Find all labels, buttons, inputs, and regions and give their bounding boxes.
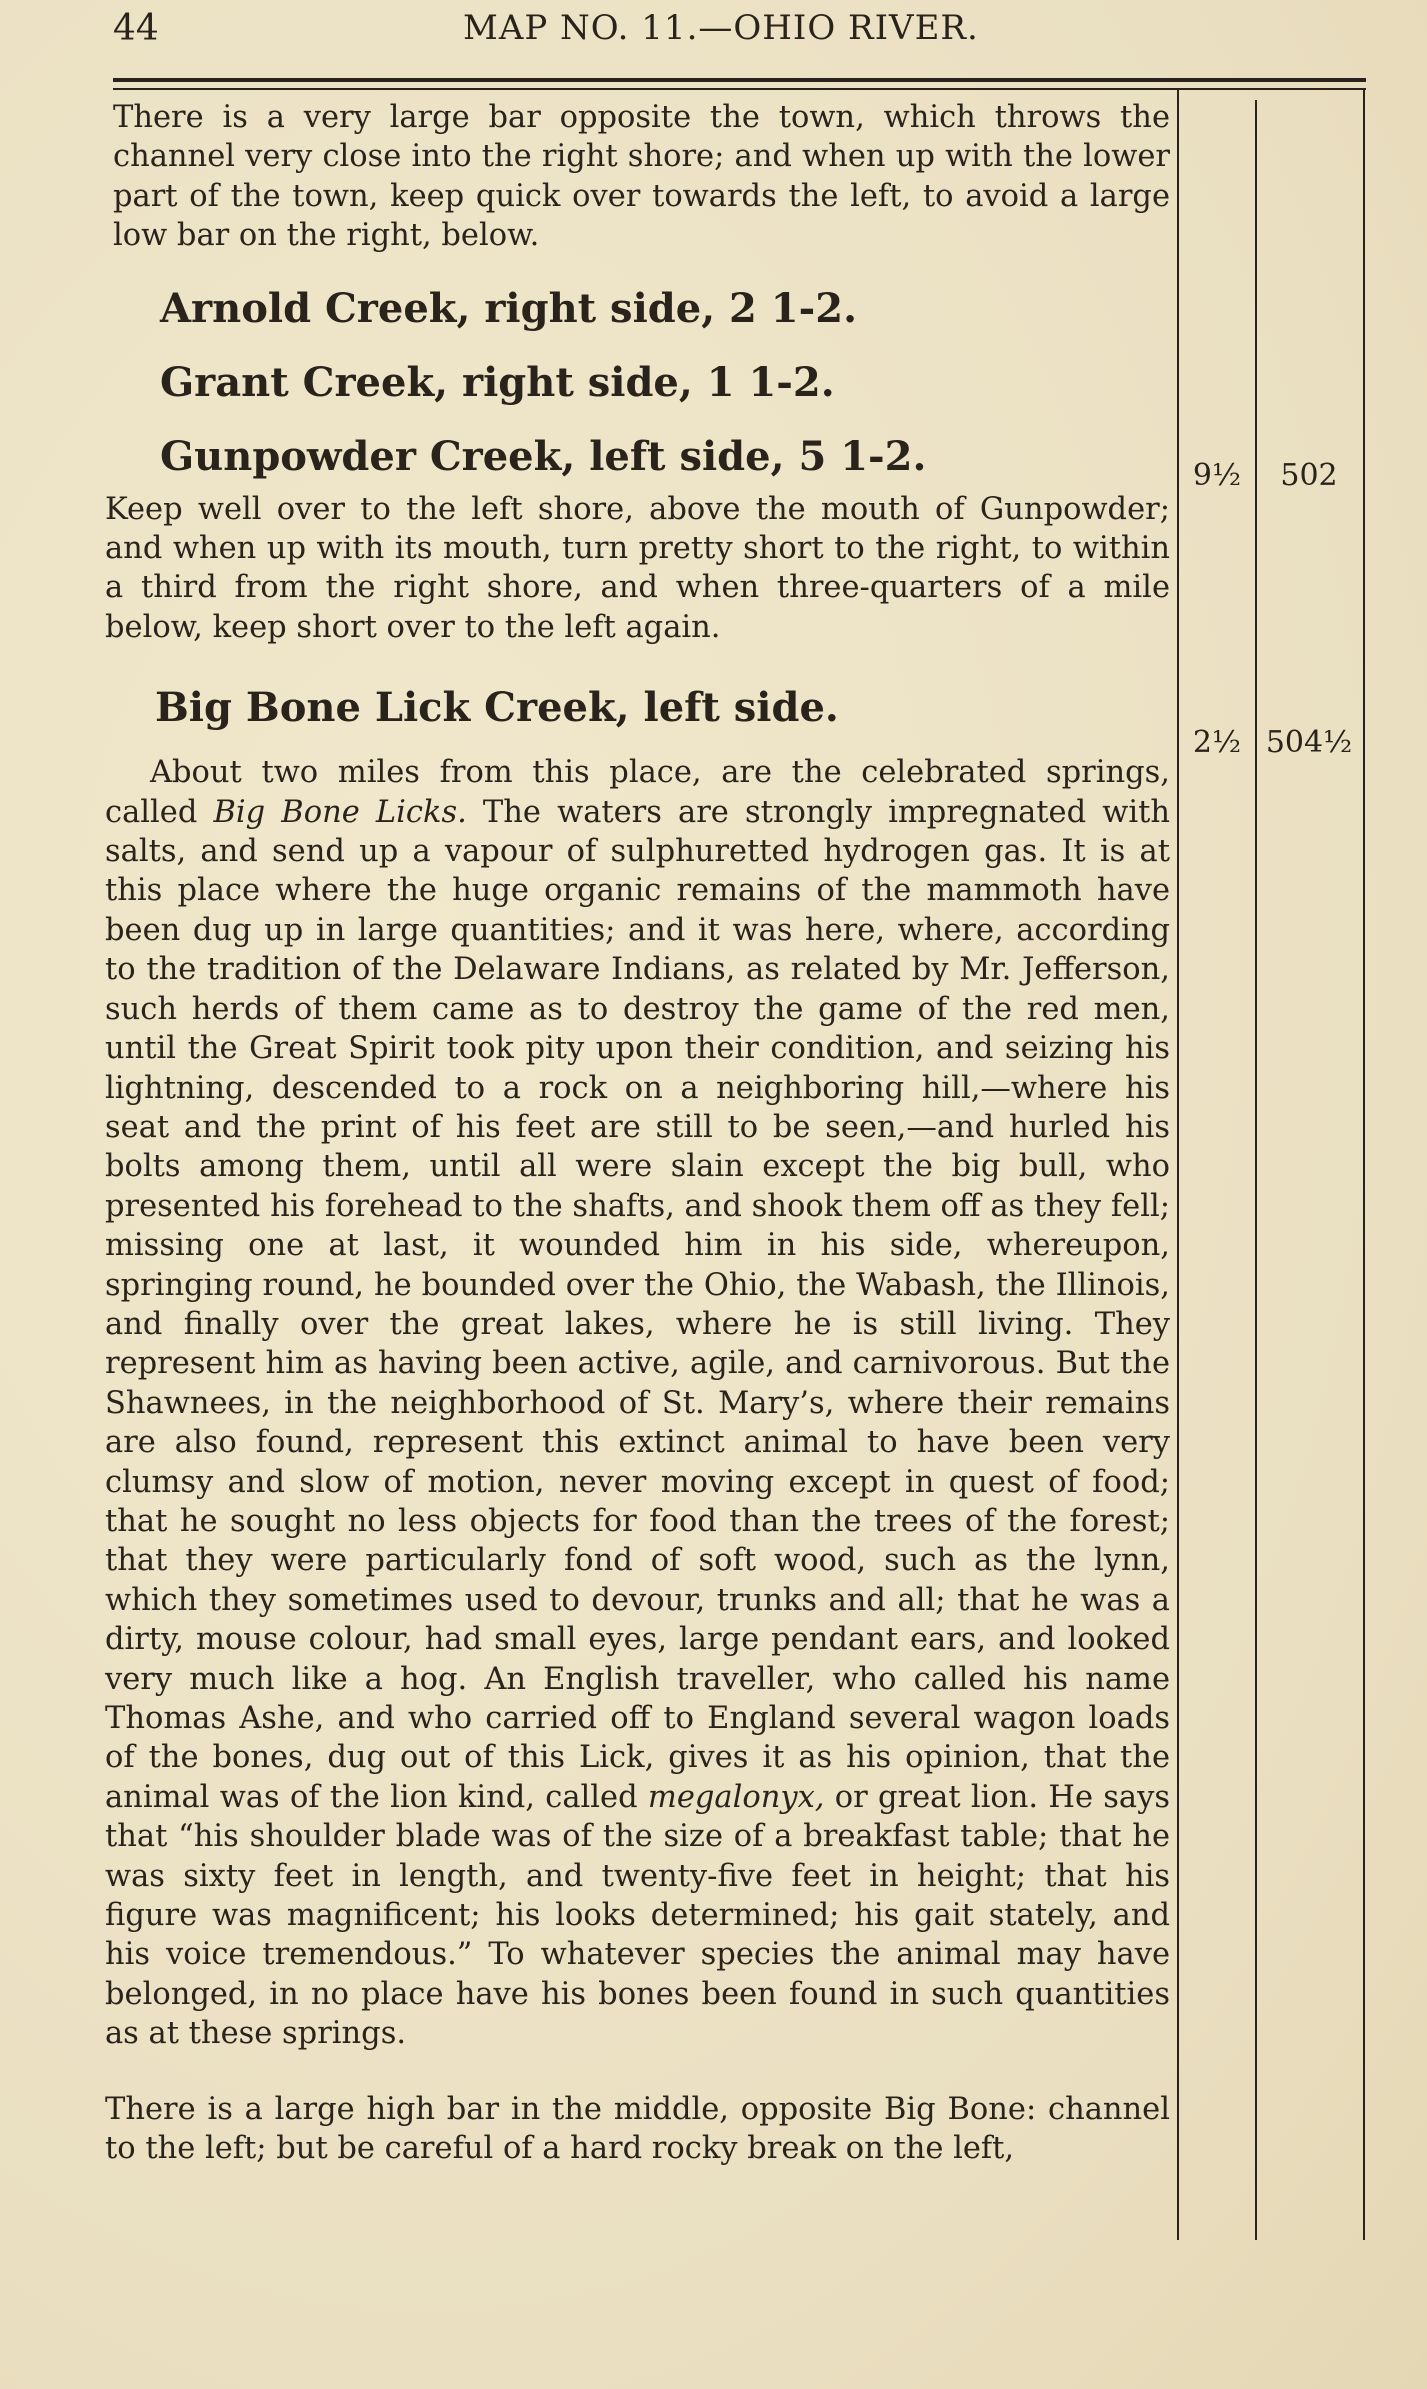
column-divider-right [1363, 90, 1365, 2240]
distance-gunpowder: 9½ [1192, 458, 1242, 493]
heading-arnold-creek: Arnold Creek, right side, 2 1-2. [160, 284, 857, 332]
text-span: The waters are strongly impregnated with salts, and send up a vapour of sulphuretted hydrogen gas. It is at this place where the huge organic remains of the mammoth have been dug up in large quantities; and it was here, where, according to the tradition of the Delaware Indians, as related by Mr. Jefferson, such herds of them came as to destroy the game of the red men, until the Great Spirit took pity upon their condition, and seizing his lightning, descended to a rock on a neighboring hill,—where his seat and the print of his feet are still to be seen,—and hurled his bolts among them, until all were slain except the big bull, who presented his forehead to the shafts, and shook them off as they fell; missing one at last, it wounded him in his side, whereupon, springing round, he bounded over the Ohio, the Wabash, the Illinois, and finally over the great lakes, where he is still living. They represent him as having been active, agile, and carnivorous. But the Shawnees, in the neighborhood of St. Mary’s, where their remains are also found, represent this extinct animal to have been very clumsy and slow of motion, never moving except in quest of food; that he sought no less objects for food than the trees of the forest; that they were particularly fond of soft wood, such as the lynn, which they sometimes used to devour, trunks and all; that he was a dirty, mouse colour, had small eyes, large pendant ears, and looked very much like a hog. An English traveller, who called his name Thomas Ashe, and who carried off to England several wagon loads of the bones, dug out of this Lick, gives it as his opinion, that the animal was of the lion kind, called [105, 794, 1170, 1815]
heading-big-bone-lick-creek: Big Bone Lick Creek, left side. [155, 684, 839, 732]
column-divider-left [1177, 90, 1179, 2240]
paragraph-bar-opposite-town: There is a very large bar opposite the town, which throws the channel very close into the right shore; and when up with the lower part of the town, keep quick over towards the left, to avoid a large low bar on the right, below. [113, 100, 1170, 254]
paragraph-high-bar: There is a large high bar in the middle, opposite Big Bone: channel to the left; but be careful of a hard rocky break on the left, [105, 2091, 1170, 2167]
text-span: or great lion. He says that “his shoulder blade was of the size of a breakfast table; that he was sixty feet in length, and twenty-five feet in height; that his figure was magnificent; his looks determined; his gait stately, and his voice tremendous.” To whatever species the animal may have belonged, in no place have his bones been found in such quantities as at these springs. [105, 1779, 1170, 2052]
heading-gunpowder-creek: Gunpowder Creek, left side, 5 1-2. [160, 432, 927, 480]
running-head: MAP NO. 11.—OHIO RIVER. [463, 8, 979, 48]
text-span: About two miles from this place, are the celebrated springs, called [105, 755, 1170, 830]
cumulative-big-bone-lick: 504½ [1265, 725, 1353, 760]
text-column [105, 98, 1170, 2168]
italic-big-bone-licks: Big Bone Licks. [213, 794, 467, 830]
distance-big-bone-lick: 2½ [1192, 725, 1242, 760]
column-divider-middle [1255, 100, 1257, 2240]
paragraph-gunpowder-directions: Keep well over to the left shore, above the mouth of Gunpowder; and when up with its mouth, turn pretty short to the right, to within a third from the right shore, and when three-quarters of a mile below, keep short over to the left again. [105, 491, 1170, 645]
heading-grant-creek: Grant Creek, right side, 1 1-2. [160, 358, 835, 406]
page-header [113, 8, 1328, 58]
page-number: 44 [113, 8, 159, 49]
header-rule-thick [113, 78, 1366, 82]
italic-megalonyx: megalonyx, [647, 1779, 825, 1815]
paragraph-big-bone-licks [105, 753, 1170, 2053]
cumulative-gunpowder: 502 [1280, 458, 1338, 493]
